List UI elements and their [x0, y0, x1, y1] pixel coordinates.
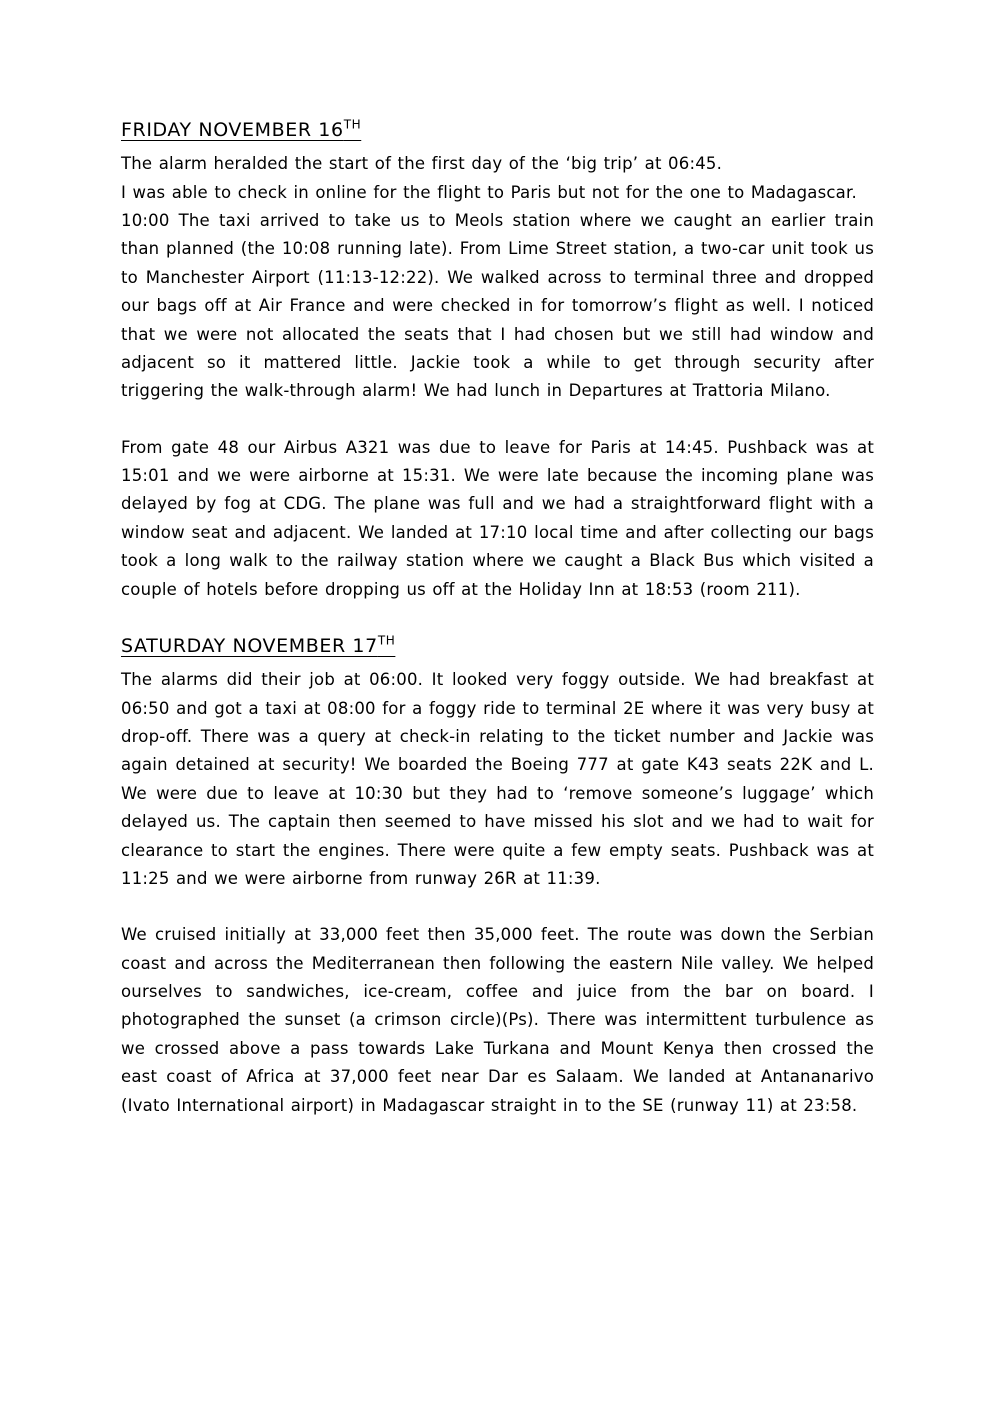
section-paragraphs [121, 666, 874, 1120]
section-paragraphs [121, 150, 874, 604]
diary-sections [121, 118, 874, 1120]
diary-paragraph: 10:00 The taxi arrived to take us to Meols station where we caught an earlier train than planned (the 10:08 running late). From Lime Street station, a two-car unit took us to Manchester Airport (11:13-12:22). We walked across to terminal three and dropped our bags off at Air France and were checked in for tomorrow’s flight as well. I noticed that we were not allocated the seats that I had chosen but we still had window and adjacent so it mattered little. Jackie took a while to get through security after triggering the walk-through alarm! We had lunch in Departures at Trattoria Milano. [121, 211, 874, 401]
section-heading [121, 118, 874, 141]
section-heading-ordinal: TH [377, 633, 396, 648]
diary-paragraph: We cruised initially at 33,000 feet then 35,000 feet. The route was down the Serbian coast and across the Mediterranean then following the eastern Nile valley. We helped ourselves to sandwiches, ice-cream, coffee and juice from the bar on board. I photographed the sunset (a crimson circle)(Ps). There was intermittent turbulence as we crossed above a pass towards Lake Turkana and Mount Kenya then crossed the east coast of Africa at 37,000 feet near Dar es Salaam. We landed at Antananarivo (Ivato International airport) in Madagascar straight in to the SE (runway 11) at 23:58. [121, 925, 874, 1115]
diary-paragraph: The alarm heralded the start of the first day of the ‘big trip’ at 06:45. [121, 154, 723, 174]
diary-paragraph: I was able to check in online for the flight to Paris but not for the one to Madagascar. [121, 182, 857, 202]
diary-paragraph: From gate 48 our Airbus A321 was due to leave for Paris at 14:45. Pushback was at 15:01 and we were airborne at 15:31. We were late because the incoming plane was delayed by fog at CDG. The plane was full and we had a straightforward flight with a window seat and adjacent. We landed at 17:10 local time and after collecting our bags took a long walk to the railway station where we caught a Black Bus which visited a couple of hotels before dropping us off at the Holiday Inn at 18:53 (room 211). [121, 437, 874, 599]
diary-paragraph: The alarms did their job at 06:00. It looked very foggy outside. We had breakfast at 06:50 and got a taxi at 08:00 for a foggy ride to terminal 2E where it was very busy at drop-off. There was a query at check-in relating to the ticket number and Jackie was again detained at security! We boarded the Boeing 777 at gate K43 seats 22K and L. We were due to leave at 10:30 but they had to ‘remove someone’s luggage’ which delayed us. The captain then seemed to have missed his slot and we had to wait for clearance to start the engines. There were quite a few empty seats. Pushback was at 11:25 and we were airborne from runway 26R at 11:39. [121, 670, 874, 888]
section-heading-text: FRIDAY NOVEMBER 16 [121, 119, 344, 142]
diary-section [121, 118, 874, 604]
diary-section [121, 634, 874, 1120]
section-heading-ordinal: TH [343, 118, 362, 132]
section-heading [121, 634, 874, 657]
section-heading-text: SATURDAY NOVEMBER 17 [121, 635, 378, 658]
